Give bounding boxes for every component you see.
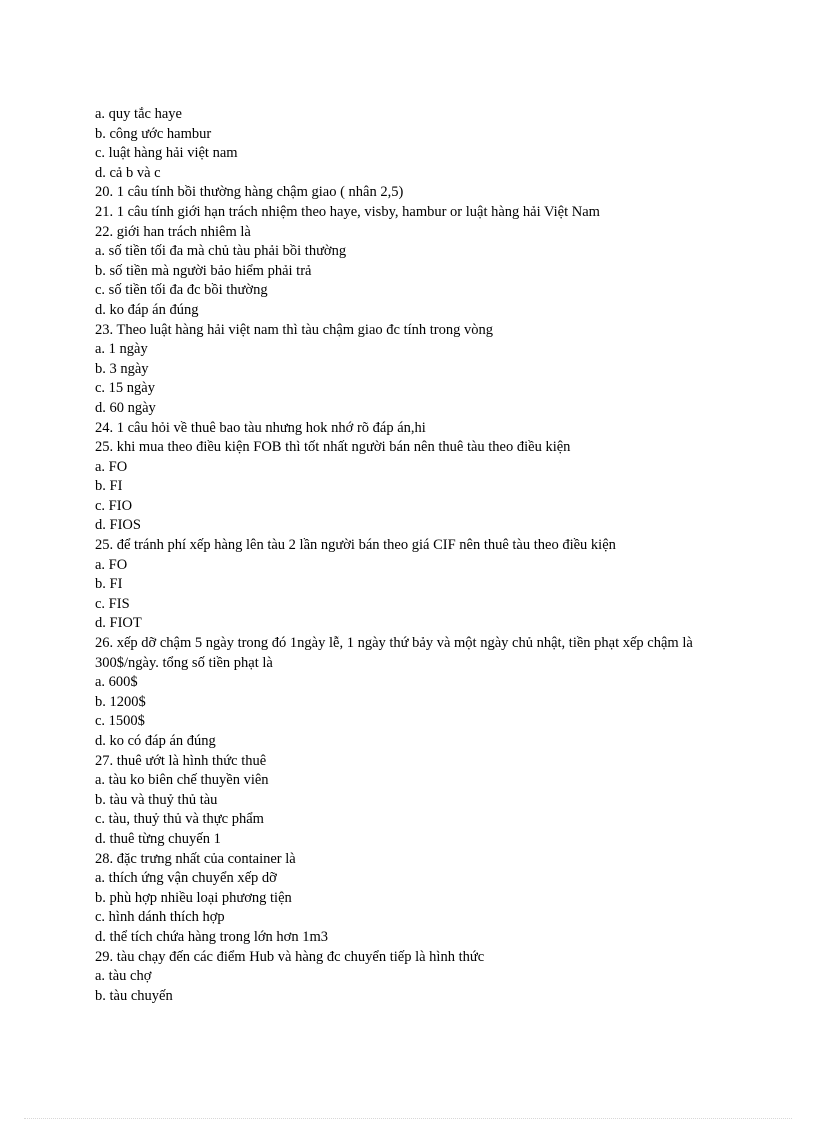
question-23: 23. Theo luật hàng hải việt nam thì tàu chậm giao đc tính trong vòng xyxy=(95,321,493,338)
answer-option: c. số tiền tối đa đc bồi thường xyxy=(95,282,268,299)
answer-option: c. hình dánh thích hợp xyxy=(95,909,225,926)
answer-option: a. thích ứng vận chuyển xếp dỡ xyxy=(95,870,277,887)
answer-option: b. tàu và thuỷ thủ tàu xyxy=(95,791,218,808)
answer-option: a. FO xyxy=(95,458,128,475)
answer-option: d. FIOS xyxy=(95,517,141,534)
question-24: 24. 1 câu hỏi về thuê bao tàu nhưng hok nhớ rõ đáp án,hi xyxy=(95,419,426,436)
answer-option: a. quy tắc haye xyxy=(95,106,182,122)
answer-option: a. FO xyxy=(95,556,128,573)
answer-option: c. FIO xyxy=(95,497,133,514)
question-20: 20. 1 câu tính bồi thường hàng chậm giao ( nhân 2,5) xyxy=(95,184,404,201)
answer-option: c. tàu, thuỷ thủ và thực phẩm xyxy=(95,811,264,828)
answer-option: c. FIS xyxy=(95,595,130,612)
page-border xyxy=(24,1118,792,1119)
answer-option: b. số tiền mà người bảo hiểm phải trả xyxy=(95,262,312,279)
answer-option: d. cả b và c xyxy=(95,164,161,181)
answer-option: b. FI xyxy=(95,576,123,593)
question-28: 28. đặc trưng nhất của container là xyxy=(95,850,296,867)
question-26: 26. xếp dỡ chậm 5 ngày trong đó 1ngày lễ, 1 ngày thứ bảy và một ngày chủ nhật, tiền phạt xếp chậm là 300$/ngày. tổng số tiền phạt là xyxy=(95,635,693,671)
question-21: 21. 1 câu tính giới hạn trách nhiệm theo haye, visby, hambur or luật hàng hải Việt Nam xyxy=(95,203,600,220)
answer-option: a. 600$ xyxy=(95,674,138,691)
question-29: 29. tàu chạy đến các điểm Hub và hàng đc chuyển tiếp là hình thức xyxy=(95,948,485,965)
answer-option: b. phù hợp nhiều loại phương tiện xyxy=(95,889,292,906)
answer-option: a. tàu ko biên chế thuyền viên xyxy=(95,772,269,789)
document-body xyxy=(95,105,735,1006)
answer-option: d. ko có đáp án đúng xyxy=(95,733,216,749)
answer-option: a. tàu chợ xyxy=(95,968,152,985)
answer-option: a. 1 ngày xyxy=(95,341,148,358)
answer-option: d. FIOT xyxy=(95,615,142,632)
answer-option: c. luật hàng hải việt nam xyxy=(95,145,238,162)
answer-option: d. ko đáp án đúng xyxy=(95,301,199,318)
question-22: 22. giới han trách nhiêm là xyxy=(95,223,251,240)
answer-option: c. 1500$ xyxy=(95,713,145,730)
answer-option: b. FI xyxy=(95,478,123,495)
question-25b: 25. để tránh phí xếp hàng lên tàu 2 lần người bán theo giá CIF nên thuê tàu theo điều kiện xyxy=(95,537,616,554)
answer-option: c. 15 ngày xyxy=(95,380,155,397)
question-27: 27. thuê ướt là hình thức thuê xyxy=(95,752,267,769)
question-25: 25. khi mua theo điều kiện FOB thì tốt nhất người bán nên thuê tàu theo điều kiện xyxy=(95,439,571,456)
answer-option: b. 1200$ xyxy=(95,693,146,710)
answer-option: b. công ước hambur xyxy=(95,125,212,142)
answer-option: d. 60 ngày xyxy=(95,399,156,416)
answer-option: a. số tiền tối đa mà chủ tàu phải bồi thường xyxy=(95,243,347,260)
answer-option: b. tàu chuyến xyxy=(95,987,173,1004)
answer-option: d. thể tích chứa hàng trong lớn hơn 1m3 xyxy=(95,928,328,945)
answer-option: b. 3 ngày xyxy=(95,360,149,377)
answer-option: d. thuê từng chuyến 1 xyxy=(95,830,221,847)
